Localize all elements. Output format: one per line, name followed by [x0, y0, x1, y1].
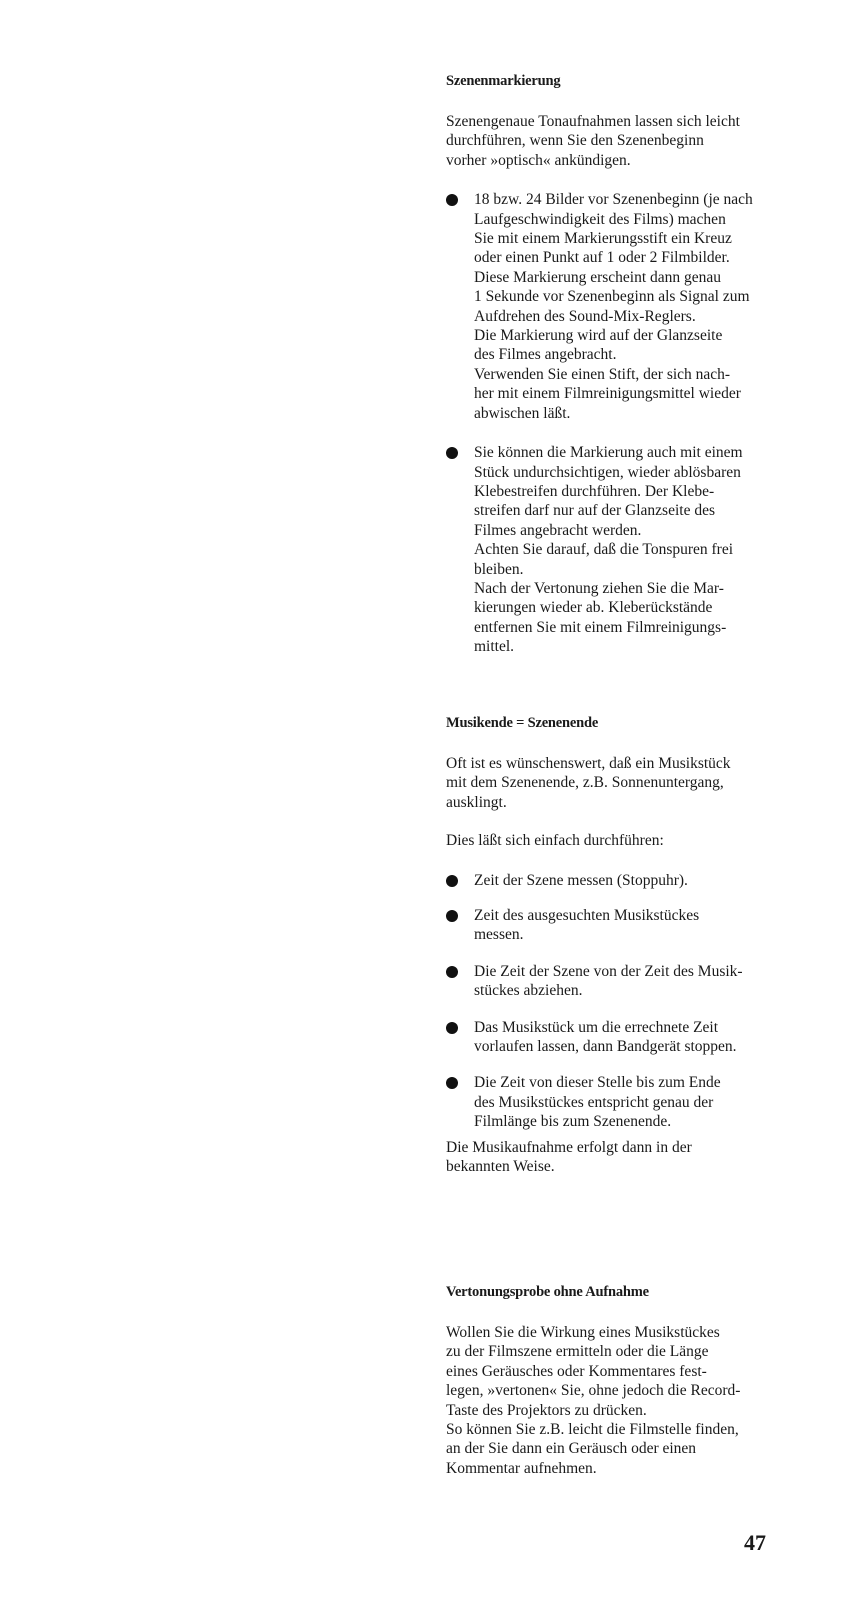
page-number: 47: [744, 1530, 766, 1555]
bullet-dot-icon: [446, 875, 458, 887]
bullet-item: Die Zeit der Szene von der Zeit des Musik- stückes abziehen.: [446, 962, 786, 1001]
bullet-item: 18 bzw. 24 Bilder vor Szenenbeginn (je nach Laufgeschwindigkeit des Films) machen Sie mit einem Markierungsstift ein Kreuz oder einen Punkt auf 1 oder 2 Filmbilder. Diese Markierung erscheint dann genau 1 Sekunde vor Szenenbeginn als Signal zum Aufdrehen des Sound-Mix-Reglers. Die Markierung wird auf der Glanzseite des Filmes angebracht. Verwenden Sie einen Stift, der sich nach- her mit einem Filmreinigungsmittel wieder abwischen läßt.: [446, 190, 786, 423]
bullet-dot-icon: [446, 447, 458, 459]
bullet-item: Zeit der Szene messen (Stoppuhr).: [446, 871, 786, 890]
section-heading: Musikende = Szenenende: [446, 715, 599, 731]
bullet-dot-icon: [446, 194, 458, 206]
body-paragraph: Wollen Sie die Wirkung eines Musikstückes zu der Filmszene ermitteln oder die Länge eines Geräusches oder Kommentares fest- legen, »vertonen« Sie, ohne jedoch die Record- Taste des Projektors zu drücken. So können Sie z.B. leicht die Filmstelle finden, an der Sie dann ein Geräusch oder einen Kommentar aufnehmen.: [446, 1324, 741, 1477]
bullet-item: Die Zeit von dieser Stelle bis zum Ende des Musikstückes entspricht genau der Filmlänge bis zum Szenenende.: [446, 1073, 786, 1131]
intro-paragraph: Szenengenaue Tonaufnahmen lassen sich leicht durchführen, wenn Sie den Szenenbeginn vorher »optisch« ankündigen.: [446, 113, 740, 169]
section-musikende: [446, 714, 786, 1177]
bullet-dot-icon: [446, 1022, 458, 1034]
intro-paragraph: Oft ist es wünschenswert, daß ein Musikstück mit dem Szenenende, z.B. Sonnenuntergang, ausklingt.: [446, 755, 731, 811]
bullet-item: Das Musikstück um die errechnete Zeit vorlaufen lassen, dann Bandgerät stoppen.: [446, 1018, 786, 1057]
bullet-item: Sie können die Markierung auch mit einem Stück undurchsichtigen, wieder ablösbaren Klebestreifen durchführen. Der Klebe- streifen darf nur auf der Glanzseite des Filmes angebracht werden. Achten Sie darauf, daß die Tonspuren frei bleiben. Nach der Vertonung ziehen Sie die Mar- kierungen wieder ab. Kleberückstände entfernen Sie mit einem Filmreinigungs- mittel.: [446, 443, 786, 656]
section-vertonungsprobe: [446, 1283, 786, 1478]
bullet-dot-icon: [446, 910, 458, 922]
bullet-item: Zeit des ausgesuchten Musikstückes messen.: [446, 906, 786, 945]
closing-paragraph: Die Musikaufnahme erfolgt dann in der bekannten Weise.: [446, 1138, 692, 1176]
section-heading: Vertonungsprobe ohne Aufnahme: [446, 1284, 649, 1300]
section-heading: Szenenmarkierung: [446, 73, 561, 89]
lead-paragraph: Dies läßt sich einfach durchführen:: [446, 832, 664, 850]
bullet-dot-icon: [446, 966, 458, 978]
bullet-dot-icon: [446, 1077, 458, 1089]
section-szenenmarkierung: [446, 72, 786, 657]
